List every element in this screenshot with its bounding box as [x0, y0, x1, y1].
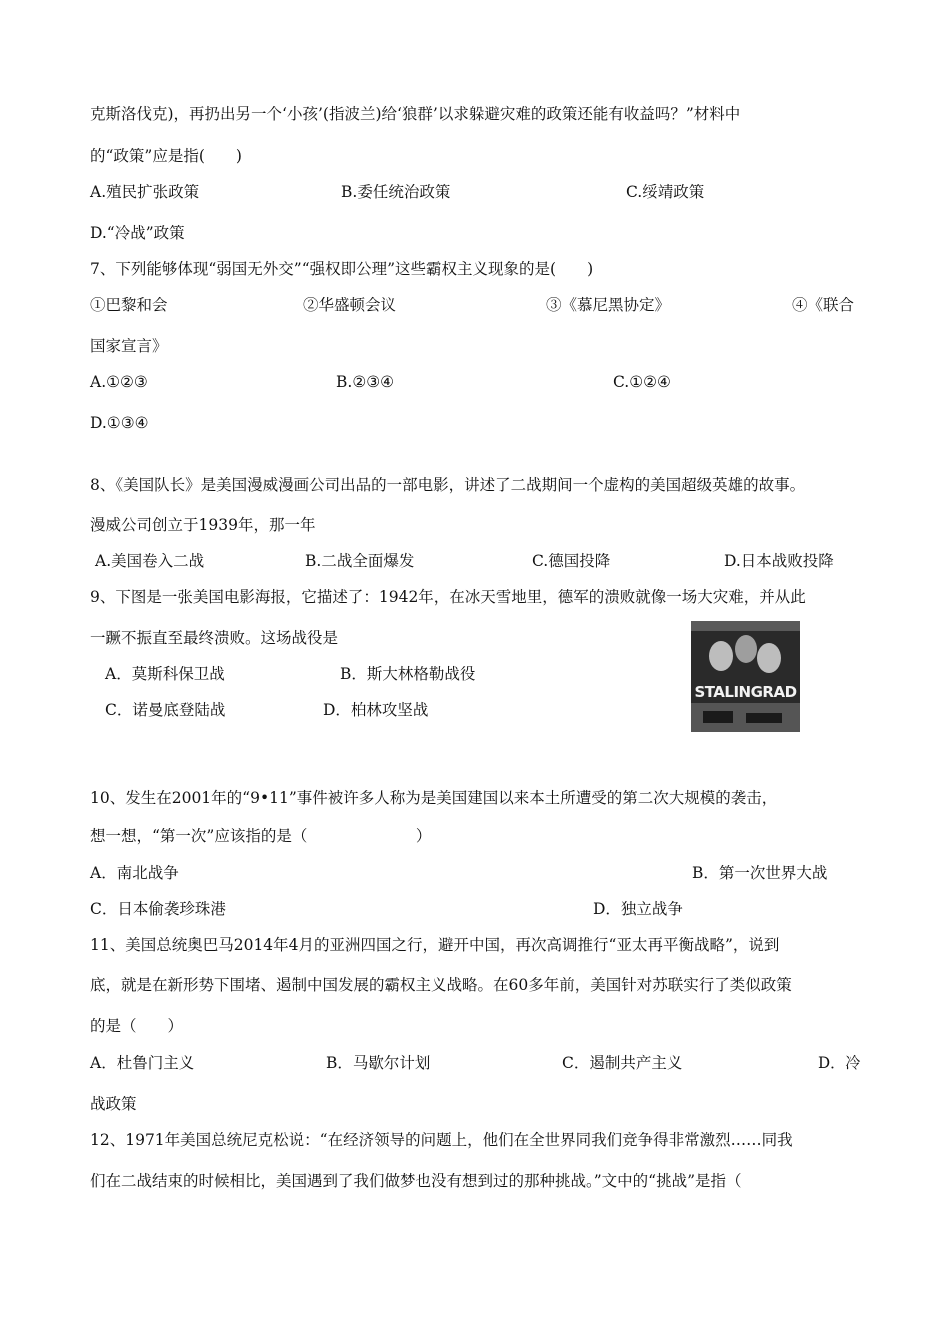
- q8-option-d: D.日本战败投降: [724, 552, 834, 570]
- q10-option-a: A．南北战争: [90, 864, 179, 882]
- q6-option-b: B.委任统治政策: [341, 183, 451, 201]
- q11-option-d: D．冷: [818, 1054, 861, 1072]
- q7-item-1: ①巴黎和会: [90, 296, 168, 314]
- q7-option-c: C.①②④: [613, 373, 671, 391]
- q8-option-b: B.二战全面爆发: [305, 552, 415, 570]
- q12-stem-line-2: 们在二战结束的时候相比，美国遇到了我们做梦也没有想到过的那种挑战。”文中的“挑战”是指（: [90, 1172, 742, 1190]
- q10-stem-line-1: 10、发生在2001年的“9•11”事件被许多人称为是美国建国以来本土所遭受的第二次大规模的袭击，: [90, 789, 778, 807]
- q11-stem-line-1: 11、美国总统奥巴马2014年4月的亚洲四国之行，避开中国，再次高调推行“亚太再平衡战略”，说到: [90, 936, 780, 954]
- q7-stem: 7、下列能够体现“弱国无外交”“强权即公理”这些霸权主义现象的是( ): [90, 260, 594, 278]
- q6-stem-line-2: 的“政策”应是指( ): [90, 147, 242, 165]
- q7-item-4-cont: 国家宣言》: [90, 337, 168, 355]
- q10-option-b: B．第一次世界大战: [692, 864, 828, 882]
- poster-title: STALINGRAD: [694, 683, 797, 701]
- q9-stem-line-1: 9、下图是一张美国电影海报，它描述了：1942年，在冰天雪地里，德军的溃败就像一场大灾难，并从此: [90, 588, 806, 606]
- q9-option-c: C．诺曼底登陆战: [105, 701, 226, 719]
- q10-option-c: C．日本偷袭珍珠港: [90, 900, 226, 918]
- q11-stem-line-3: 的是（ ）: [90, 1017, 184, 1035]
- q10-option-d: D．独立战争: [593, 900, 683, 918]
- q7-item-2: ②华盛顿会议: [303, 296, 397, 314]
- q11-option-d-cont: 战政策: [90, 1095, 137, 1113]
- q6-option-a: A.殖民扩张政策: [90, 183, 200, 201]
- q7-item-4: ④《联合: [792, 296, 855, 314]
- q7-option-b: B.②③④: [336, 373, 395, 391]
- q12-stem-line-1: 12、1971年美国总统尼克松说：“在经济领导的问题上，他们在全世界同我们竞争得非常激烈……同我: [90, 1131, 793, 1149]
- q6-option-c: C.绥靖政策: [626, 183, 705, 201]
- q11-option-b: B．马歇尔计划: [326, 1054, 431, 1072]
- q9-option-b: B．斯大林格勒战役: [340, 665, 476, 683]
- q6-stem-line-1: 克斯洛伐克)，再扔出另一个‘小孩’(指波兰)给‘狼群’以求躲避灾难的政策还能有收益吗？”材料中: [90, 105, 741, 123]
- q6-option-d: D.“冷战”政策: [90, 224, 185, 242]
- q8-option-a: A.美国卷入二战: [95, 552, 205, 570]
- q8-option-c: C.德国投降: [532, 552, 611, 570]
- q8-stem-line-2: 漫威公司创立于1939年，那一年: [90, 516, 316, 534]
- q11-option-a: A．杜鲁门主义: [90, 1054, 195, 1072]
- q7-item-3: ③《慕尼黑协定》: [546, 296, 671, 314]
- q7-option-a: A.①②③: [90, 373, 148, 391]
- q11-option-c: C．遏制共产主义: [562, 1054, 683, 1072]
- q11-stem-line-2: 底，就是在新形势下围堵、遏制中国发展的霸权主义战略。在60多年前，美国针对苏联实行了类似政策: [90, 976, 792, 994]
- stalingrad-movie-poster: [691, 621, 800, 732]
- q9-option-a: A．莫斯科保卫战: [105, 665, 225, 683]
- q9-option-d: D．柏林攻坚战: [323, 701, 429, 719]
- q8-stem-line-1: 8、《美国队长》是美国漫威漫画公司出品的一部电影，讲述了二战期间一个虚构的美国超级英雄的故事。: [90, 476, 806, 494]
- q10-stem-line-2: 想一想，“第一次”应该指的是（ ）: [90, 827, 432, 845]
- q7-option-d: D.①③④: [90, 414, 149, 432]
- q9-stem-line-2: 一蹶不振直至最终溃败。这场战役是: [90, 629, 339, 647]
